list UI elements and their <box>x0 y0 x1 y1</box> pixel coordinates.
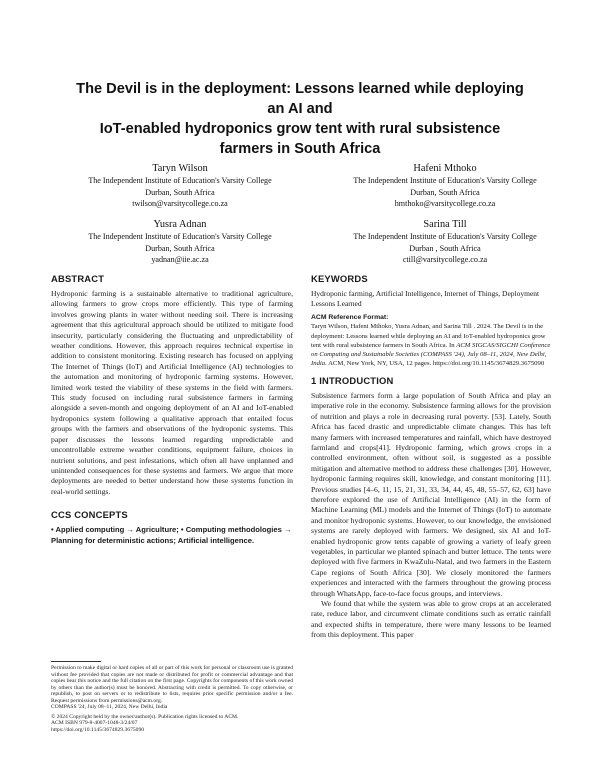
author-block <box>310 162 580 210</box>
author-location: Durban, South Africa <box>145 187 215 197</box>
abstract-heading: ABSTRACT <box>51 273 105 284</box>
author-email[interactable]: hmthoko@varsitycollege.co.za <box>394 199 496 209</box>
doi-link[interactable]: https://doi.org/10.1145/3674829.3675090 <box>51 726 145 733</box>
title-line: an AI and <box>267 101 333 117</box>
author-name: Yusra Adnan <box>153 219 207 230</box>
introduction-paragraph: Subsistence farmers form a large population of South Africa and play an imperative role in the economy. Subsistence farming allows for the provision of nutrition and plays a role in decreasing rural poverty. [53]. Lately, South Africa has faced drastic and unpredictable climate changes. This has left many farmers with increased temperatures and rainfall, which have destroyed farmland and crops[41]. Hydroponic farming, which grows crops in a controlled environment, often without soil, is suggested as a possible mitigation and alternative method to address these challenges [30]. However, hydroponic farming requires skill, knowledge, and constant monitoring [11]. Previous studies [4–6, 11, 15, 21, 31, 33, 34, 44, 45, 48, 55–57, 62, 63] have therefore explored the use of Artificial Intelligence (AI) in the form of Machine Learning (ML) models and the Internet of Things (IoT) to automate and monitor hydroponic systems. However, to our knowledge, the envisioned systems are rarely deployed with farmers. We designed, six AI and IoT-enabled hydroponic grow tents capable of growing a variety of leafy green vegetables, in particular we planted spinach and butter lettuce. The tents were deployed with five farmers in KwaZulu-Natal, and two farmers in the Eastern Cape regions of South Africa [30]. We closely monitored the farmers experiences and interacted with the farmers throughout the growing process through WhatsApp, face-to-face focus groups, and interviews. <box>311 390 551 598</box>
introduction-heading: 1 INTRODUCTION <box>311 374 394 386</box>
reference-format-text <box>311 322 551 367</box>
author-name: Hafeni Mthoko <box>413 163 477 174</box>
paper-title <box>40 79 560 159</box>
abstract-text: Hydroponic farming is a sustainable alternative to traditional agriculture, allowing farmers to grow crops more efficiently. This type of farming involves growing plants in water without needing soil. There is increasing agreement that this agricultural approach should be utilized to mitigate food insecurity, particularly considering the fluctuating and unpredictability of weather conditions. However, this approach requires technical expertise in addition to consistent monitoring. Existing research has focused on applying The Internet of Things (IoT) and Artificial Intelligence (AI) technologies to the automation and monitoring of hydroponic farming systems. However, limited work tested the viability of these systems in the field with farmers. This study focused on including rural subsistence farmers in farming alongside a seven-month and ongoing deployment of an AI and IoT-enabled hydroponics system following a qualitative approach that entailed focus groups with the farmers and observations of the hydroponic systems. This paper discusses the lessons learned regarding unpredictable and uncontrollable extreme weather conditions, equipment failure, choices in nutrient solutions, and pest infestations, which often all have unplanned and unintended consequences for these systems and farmers. We argue that more deployments are needed to better understand how these systems function in real-world settings. <box>51 289 293 496</box>
copyright-line: © 2024 Copyright held by the owner/author(s). Publication rights licensed to ACM. <box>51 713 239 720</box>
conference-venue: COMPASS '24, July 08–11, 2024, New Delhi, India <box>51 704 168 711</box>
author-location: Durban, South Africa <box>410 187 480 197</box>
reference-format-heading: ACM Reference Format: <box>311 314 389 322</box>
left-column <box>51 273 293 546</box>
author-affiliation: The Independent Institute of Education's Varsity College <box>88 176 272 185</box>
permission-notice: Permission to make digital or hard copies of all or part of this work for personal or classroom use is granted without fee provided that copies are not made or distributed for profit or commercial advantage and that copies bear this notice and the full citation on the first page. Copyrights for components of this work owned by others than the author(s) must be honored. Abstracting with credit is permitted. To copy otherwise, or republish, to post on servers or to redistribute to lists, requires prior specific permission and/or a fee. Request permissions from permissions@acm.org. <box>51 665 293 704</box>
footnote-rule <box>51 661 101 662</box>
right-column <box>311 273 551 641</box>
author-email[interactable]: ctill@varsitycollege.co.za <box>402 255 488 265</box>
keywords-text: Hydroponic farming, Artificial Intelligence, Internet of Things, Deployment Lessons Learned <box>311 289 540 309</box>
title-line: farmers in South Africa <box>219 141 381 157</box>
author-affiliation: The Independent Institute of Education's Varsity College <box>353 176 537 185</box>
ccs-text: • Applied computing → Agriculture; • Computing methodologies → Planning for deterministic actions; Artificial intelligence. <box>51 525 292 545</box>
reference-proceedings: ACM SIGCAS/SIGCHI Conference on Computing and Sustainable Societies (COMPASS '24), July 08–11, 2024, New Delhi, India. <box>311 341 551 367</box>
reference-authors: Taryn Wilson, Hafeni Mthoko, Yusra Adnan, and Sarina Till . 2024. The Devil is in the deployment: Lessons learned while deploying an AI and IoT-enabled hydroponics grow tent with rural subsistence farmers in South Africa. In <box>311 323 546 349</box>
reference-tail: ACM, New York, NY, USA, 12 pages. https://doi.org/10.1145/3674829.3675090 <box>326 359 545 367</box>
author-block <box>45 218 315 266</box>
author-affiliation: The Independent Institute of Education's Varsity College <box>353 232 537 241</box>
author-name: Sarina Till <box>423 219 467 230</box>
ccs-heading: CCS CONCEPTS <box>51 509 128 521</box>
copyright-footnote <box>51 665 293 733</box>
introduction-paragraph: We found that while the system was able to grow crops at an accelerated rate, reduce labor, and circumvent climate conditions such as erratic rainfall and expected shifts in temperature, there were many lessons to be learned from this deployment. This paper <box>311 599 551 640</box>
author-block <box>45 162 315 210</box>
author-block <box>310 218 580 266</box>
keywords-heading: KEYWORDS <box>311 273 368 284</box>
author-name: Taryn Wilson <box>152 163 208 174</box>
author-email[interactable]: twilson@varsitycollege.co.za <box>132 199 228 209</box>
author-email[interactable]: yadnan@iie.ac.za <box>151 255 209 265</box>
title-line: The Devil is in the deployment: Lessons learned while deploying <box>76 81 524 97</box>
title-line: IoT-enabled hydroponics grow tent with rural subsistence <box>99 121 501 137</box>
isbn-line: ACM ISBN 979-8-4007-1048-3/24/07 <box>51 720 138 727</box>
author-location: Durban, South Africa <box>145 243 215 253</box>
author-location: Durban , South Africa <box>409 243 481 253</box>
author-affiliation: The Independent Institute of Education's Varsity College <box>88 232 272 241</box>
